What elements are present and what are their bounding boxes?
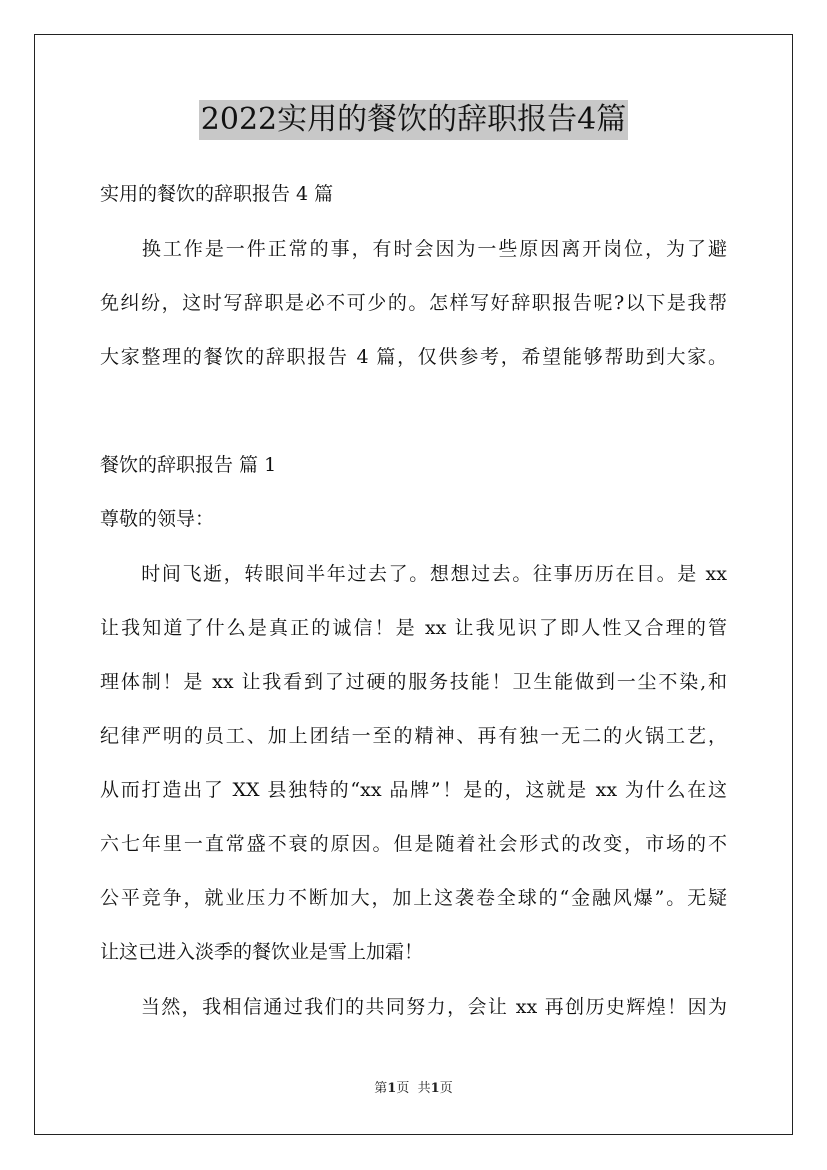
intro-line-3: 大家整理的餐饮的辞职报告 4 篇，仅供参考，希望能够帮助到大家。 (100, 346, 727, 368)
body-line-2: 让我知道了什么是真正的诚信！是 xx 让我见识了即人性又合理的管 (100, 617, 727, 639)
body-line-1: 时间飞逝，转眼间半年过去了。想想过去。往事历历在目。是 xx (100, 563, 727, 585)
intro-line-2: 免纠纷，这时写辞职是必不可少的。怎样写好辞职报告呢?以下是我帮 (100, 292, 727, 314)
body-line-6: 六七年里一直常盛不衰的原因。但是随着社会形式的改变，市场的不 (100, 833, 727, 855)
footer-page-total: 1 (430, 1081, 440, 1096)
intro-line-1: 换工作是一件正常的事，有时会因为一些原因离开岗位，为了避 (100, 238, 727, 260)
body-line-3: 理体制！是 xx 让我看到了过硬的服务技能！卫生能做到一尘不染,和 (100, 671, 727, 693)
page-footer (0, 1081, 827, 1097)
document-subtitle: 实用的餐饮的辞职报告 4 篇 (100, 183, 334, 205)
document-title: 2022实用的餐饮的辞职报告4篇 (199, 100, 628, 140)
body-line-5: 从而打造出了 XX 县独特的“xx 品牌”！是的，这就是 xx 为什么在这 (100, 779, 727, 801)
title-container (0, 100, 827, 140)
body-line-7: 公平竞争，就业压力不断加大，加上这袭卷全球的“金融风爆”。无疑 (100, 887, 727, 909)
footer-total-prefix: 共 (417, 1081, 431, 1096)
body-line-9: 当然，我相信通过我们的共同努力，会让 xx 再创历史辉煌！因为 (100, 996, 727, 1018)
body-line-8: 让这已进入淡季的餐饮业是雪上加霜！ (100, 941, 424, 963)
footer-total-suffix: 页 (439, 1081, 453, 1096)
footer-page-suffix: 页 (396, 1081, 410, 1096)
salutation: 尊敬的领导： (100, 508, 215, 530)
footer-page-current: 1 (387, 1081, 397, 1096)
footer-page-prefix: 第 (374, 1081, 388, 1096)
section-heading: 餐饮的辞职报告 篇 1 (100, 454, 277, 476)
body-line-4: 纪律严明的员工、加上团结一至的精神、再有独一无二的火锅工艺， (100, 725, 727, 747)
